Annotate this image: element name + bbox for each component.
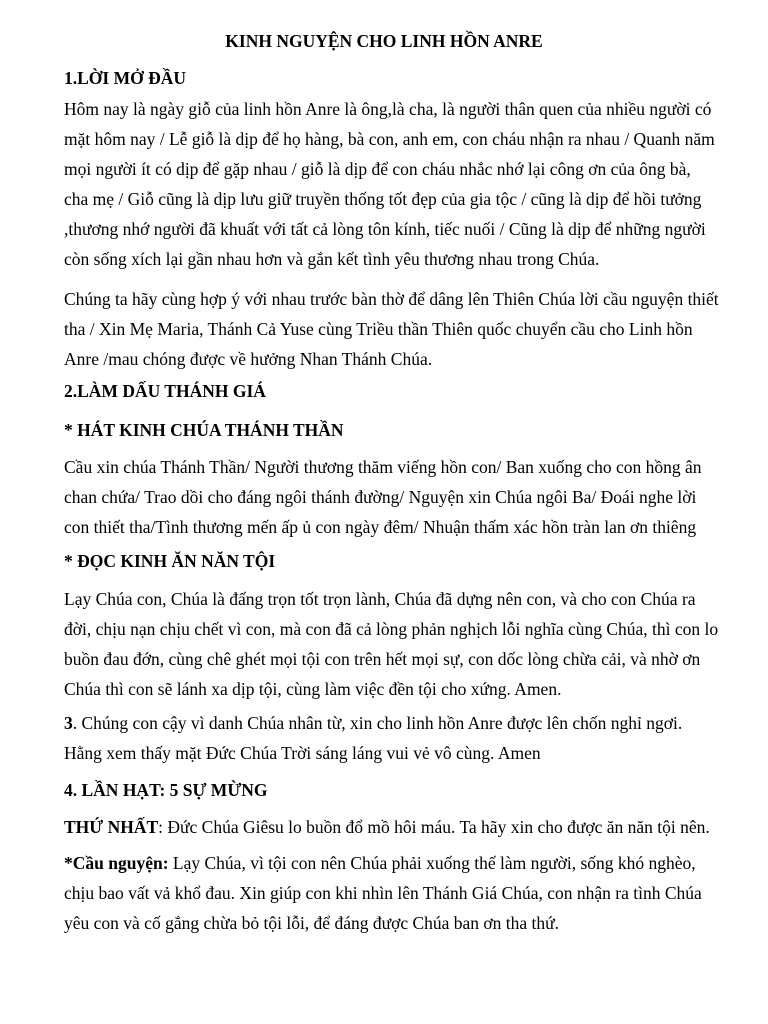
text-run: : Đức Chúa Giêsu lo buồn đổ mồ hôi máu. Ta hãy xin cho được ăn năn tội nên. bbox=[158, 817, 710, 837]
prayer-label: *Cầu nguyện: bbox=[64, 853, 169, 873]
text-line: Anre /mau chóng được về hưởng Nhan Thánh Chúa. bbox=[64, 349, 433, 369]
text-line: Chúng ta hãy cùng hợp ý với nhau trước bàn thờ để dâng lên Thiên Chúa lời cầu nguyện thiết bbox=[64, 289, 719, 309]
text-line: mặt hôm nay / Lễ giỗ là dịp để họ hàng, bà con, anh em, con cháu nhận ra nhau / Quanh năm bbox=[64, 129, 715, 149]
text-line: Lạy Chúa con, Chúa là đấng trọn tốt trọn lành, Chúa đã dựng nên con, và cho con Chúa ra bbox=[64, 589, 696, 609]
text-line: còn sống xích lại gần nhau hơn và gắn kết tình yêu thương nhau trong Chúa. bbox=[64, 249, 600, 269]
text-line: buồn đau đớn, cùng chê ghét mọi tội con trên hết mọi sự, con dốc lòng chừa cải, và nhờ ơn bbox=[64, 649, 701, 669]
text-line: Cầu xin chúa Thánh Thần/ Người thương thăm viếng hồn con/ Ban xuống cho con hồng ân bbox=[64, 457, 702, 477]
section-heading-rosary: 4. LẦN HẠT: 5 SỰ MỪNG bbox=[64, 780, 268, 800]
text-line: Hằng xem thấy mặt Đức Chúa Trời sáng láng vui vẻ vô cùng. Amen bbox=[64, 743, 541, 763]
text-line: đời, chịu nạn chịu chết vì con, mà con đã cả lòng phản nghịch lỗi nghĩa cùng Chúa, thì con lo bbox=[64, 619, 719, 639]
text-line bbox=[64, 812, 744, 842]
text-line: mọi người ít có dịp để gặp nhau / giỗ là dịp để con cháu nhắc nhớ lại công ơn của ông bà, bbox=[64, 159, 691, 179]
intro-paragraph-2 bbox=[64, 284, 744, 374]
text-line: Hôm nay là ngày giỗ của linh hồn Anre là ông,là cha, là người thân quen của nhiều người có bbox=[64, 99, 712, 119]
text-run: . Chúng con cậy vì danh Chúa nhân từ, xin cho linh hồn Anre được lên chốn nghỉ ngơi. bbox=[72, 713, 683, 733]
text-line: Chúa thì con sẽ lánh xa dịp tội, cùng làm việc đền tội cho xứng. Amen. bbox=[64, 679, 562, 699]
text-line: tha / Xin Mẹ Maria, Thánh Cả Yuse cùng Triều thần Thiên quốc chuyển cầu cho Linh hồn bbox=[64, 319, 693, 339]
holy-spirit-hymn-text bbox=[64, 452, 744, 542]
subheading-act-of-contrition: * ĐỌC KINH ĂN NĂN TỘI bbox=[64, 551, 276, 571]
intro-paragraph-1 bbox=[64, 94, 744, 274]
section-heading-intro: 1.LỜI MỞ ĐẦU bbox=[64, 68, 187, 88]
prayer-paragraph bbox=[64, 848, 744, 938]
section-3-prayer bbox=[64, 708, 744, 768]
section-heading-sign-of-cross: 2.LÀM DẤU THÁNH GIÁ bbox=[64, 381, 266, 401]
text-line: chan chứa/ Trao dồi cho đáng ngôi thánh đường/ Nguyện xin Chúa ngôi Ba/ Đoái nghe lời bbox=[64, 487, 697, 507]
first-mystery bbox=[64, 812, 744, 842]
first-mystery-label: THỨ NHẤT bbox=[64, 817, 159, 837]
text-line: ,thương nhớ người đã khuất với tất cả lòng tôn kính, tiếc nuối / Cũng là dịp để những người bbox=[64, 219, 706, 239]
act-of-contrition-text bbox=[64, 584, 744, 704]
text-line: chịu bao vất vả khổ đau. Xin giúp con khi nhìn lên Thánh Giá Chúa, con nhận ra tình Chúa bbox=[64, 883, 702, 903]
section-number: 3 bbox=[64, 713, 73, 733]
text-line bbox=[64, 848, 744, 878]
subheading-holy-spirit-hymn: * HÁT KINH CHÚA THÁNH THẦN bbox=[64, 420, 344, 440]
text-line: yêu con và cố gắng chừa bỏ tội lỗi, để đáng được Chúa ban ơn tha thứ. bbox=[64, 913, 560, 933]
text-line bbox=[64, 708, 744, 738]
document-title: KINH NGUYỆN CHO LINH HỒN ANRE bbox=[225, 31, 543, 51]
text-run: Lạy Chúa, vì tội con nên Chúa phải xuống thế làm người, sống khó nghèo, bbox=[168, 853, 696, 873]
text-line: con thiết tha/Tình thương mến ấp ủ con ngày đêm/ Nhuận thấm xác hồn tràn lan ơn thiêng bbox=[64, 517, 697, 537]
text-line: cha mẹ / Giỗ cũng là dịp lưu giữ truyền thống tốt đẹp của gia tộc / cũng là dịp để hồi tưởng bbox=[64, 189, 702, 209]
